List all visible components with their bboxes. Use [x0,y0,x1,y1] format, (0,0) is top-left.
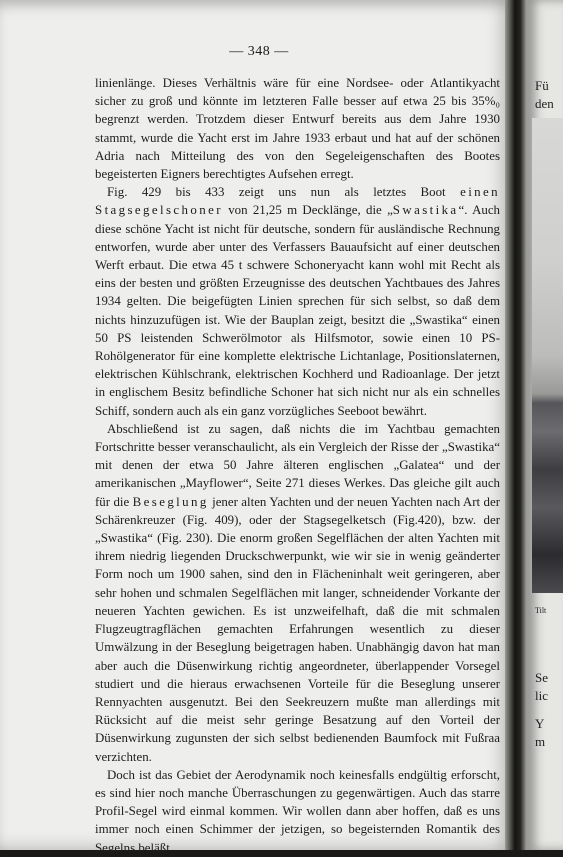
photo-fragment [532,118,563,593]
paragraph-text: Fig. 429 bis 433 zeigt uns nun als letztes Boot [107,185,461,200]
paragraph [95,183,500,420]
paragraph-text: Abschließend ist zu sagen, daß nichts die im Yachtbau gemachten Fortschritte besser veranschaulicht, als ein Vergleich der Risse der „Swastika“ mit denen der etwa 50 Jahre älteren englischen „Galatea“ und der amerikanischen „Mayflower“, Seite 271 dieses Werkes. Das gleiche gilt auch für die [95,421,500,509]
paragraph-text: “. Auch diese schöne Yacht ist nicht für deutsche, sondern für ausländische Rechnung entworfen, wurde aber unter des Verfassers Bauaufsicht auf einer deutschen Werft erbaut. Die etwa 45 t schwere Schoneryacht kann wohl mit Recht als eins der besten und größten Erzeugnisse des deutschen Yachtbaues des Jahres 1934 gelten. Die beigefügten Linien sprechen für sich selbst, so daß dem nichts hinzuzufügen ist. Wie der Bauplan zeigt, besitzt die „Swastika“ einen 50 PS leistenden Schwerölmotor als Hilfsmotor, sowie einen 10 PS-Rohölgenerator für eine komplette elektrische Lichtanlage, Positionslaternen, elektrischen Kühlschrank, elektrischen Kochherd und Radioanlage. Der jetzt in englischem Besitz befindliche Schoner hat sich nicht nur als ein schnelles Schiff, sondern auch als ein ganz vorzügliches Seeboot bewährt. [95,203,500,418]
paragraph-text: Doch ist das Gebiet der Aerodynamik noch keinesfalls endgültig erforscht, es sind hier noch manche Überraschungen zu gegenwärtigen. Auch das starre Profil-Segel wird einmal kommen. Wir wollen dann aber hoffen, daß es uns immer noch einen Schimmer der jetzigen, so begeisternden Romantik des Segelns beläßt. [95,767,500,855]
adjacent-text-fragment: Se [535,670,548,685]
paragraph [95,420,500,766]
paragraph-text: linienlänge. Dieses Verhältnis wäre für eine Nordsee- oder Atlantikyacht sicher zu groß und könnte im letzteren Falle besser auf etwa 25 bis 35%₀ begrenzt werden. Trotzdem dieser Entwurf bereits aus dem Jahre 1930 stammt, wurde die Yacht erst im Jahre 1933 erbaut und hat auf der schönen Adria nach Mitteilung des von den Segeleigenschaften des Bootes begeisterten Eigners berechtigtes Aufsehen erregt. [95,76,500,182]
adjacent-text-fragment: den [535,96,554,111]
adjacent-text-fragment: Y [535,716,545,731]
adjacent-text-fragment: Fü [535,78,549,93]
paragraph [95,766,500,857]
book-gutter [505,0,527,850]
adjacent-page [527,0,563,850]
spaced-text: einen Stagsegelschoner [95,185,500,218]
paragraph [95,74,500,183]
paragraph-text: von 21,25 m Decklänge, die „ [222,203,393,218]
adjacent-caption-fragment: Tilt [535,606,547,615]
adjacent-text-fragment: m [535,734,546,749]
adjacent-text-fragment: lic [535,688,548,703]
body-text [95,74,500,857]
page-number: — 348 — [229,44,289,59]
spaced-text: Beseglung [132,494,209,509]
spaced-text: Swastika [392,203,459,218]
paragraph-text: jener alten Yachten und der neuen Yachten nach Art der Schärenkreuzer (Fig. 409), oder der Stagsegelketsch (Fig.420), bzw. der „Swastika“ (Fig. 230). Die enorm großen Segelflächen der alten Yachten mit ihrem niedrig liegenden Druckschwerpunkt, wie wir sie in wenig geänderter Form noch um 1900 sahen, sind den in Flächeninhalt weit geringeren, aber sehr hohen und schmalen Segelflächen mit langer, schneidender Vorkante der neueren Yachten gewichen. Es ist unzweifelhaft, daß die mit schmalen Flugzeugtragflächen gemachten Erfahrungen wesentlich zu dieser Umwälzung in der Beseglung beigetragen haben. Unabhängig davon hat man aber auch die Düsenwirkung richtig angeordneter, überlappender Vorsegel studiert und die hieraus erwachsenen Vorteile für die Beseglung unserer Rennyachten ausgenutzt. Bei den Seekreuzern mußte man allerdings mit Rücksicht auf die meist sehr geringe Besatzung auf den Vorteil der Düsenwirkung zugunsten der sich selbst bedienenden Baumfock mit Fußraa verzichten. [95,494,501,764]
